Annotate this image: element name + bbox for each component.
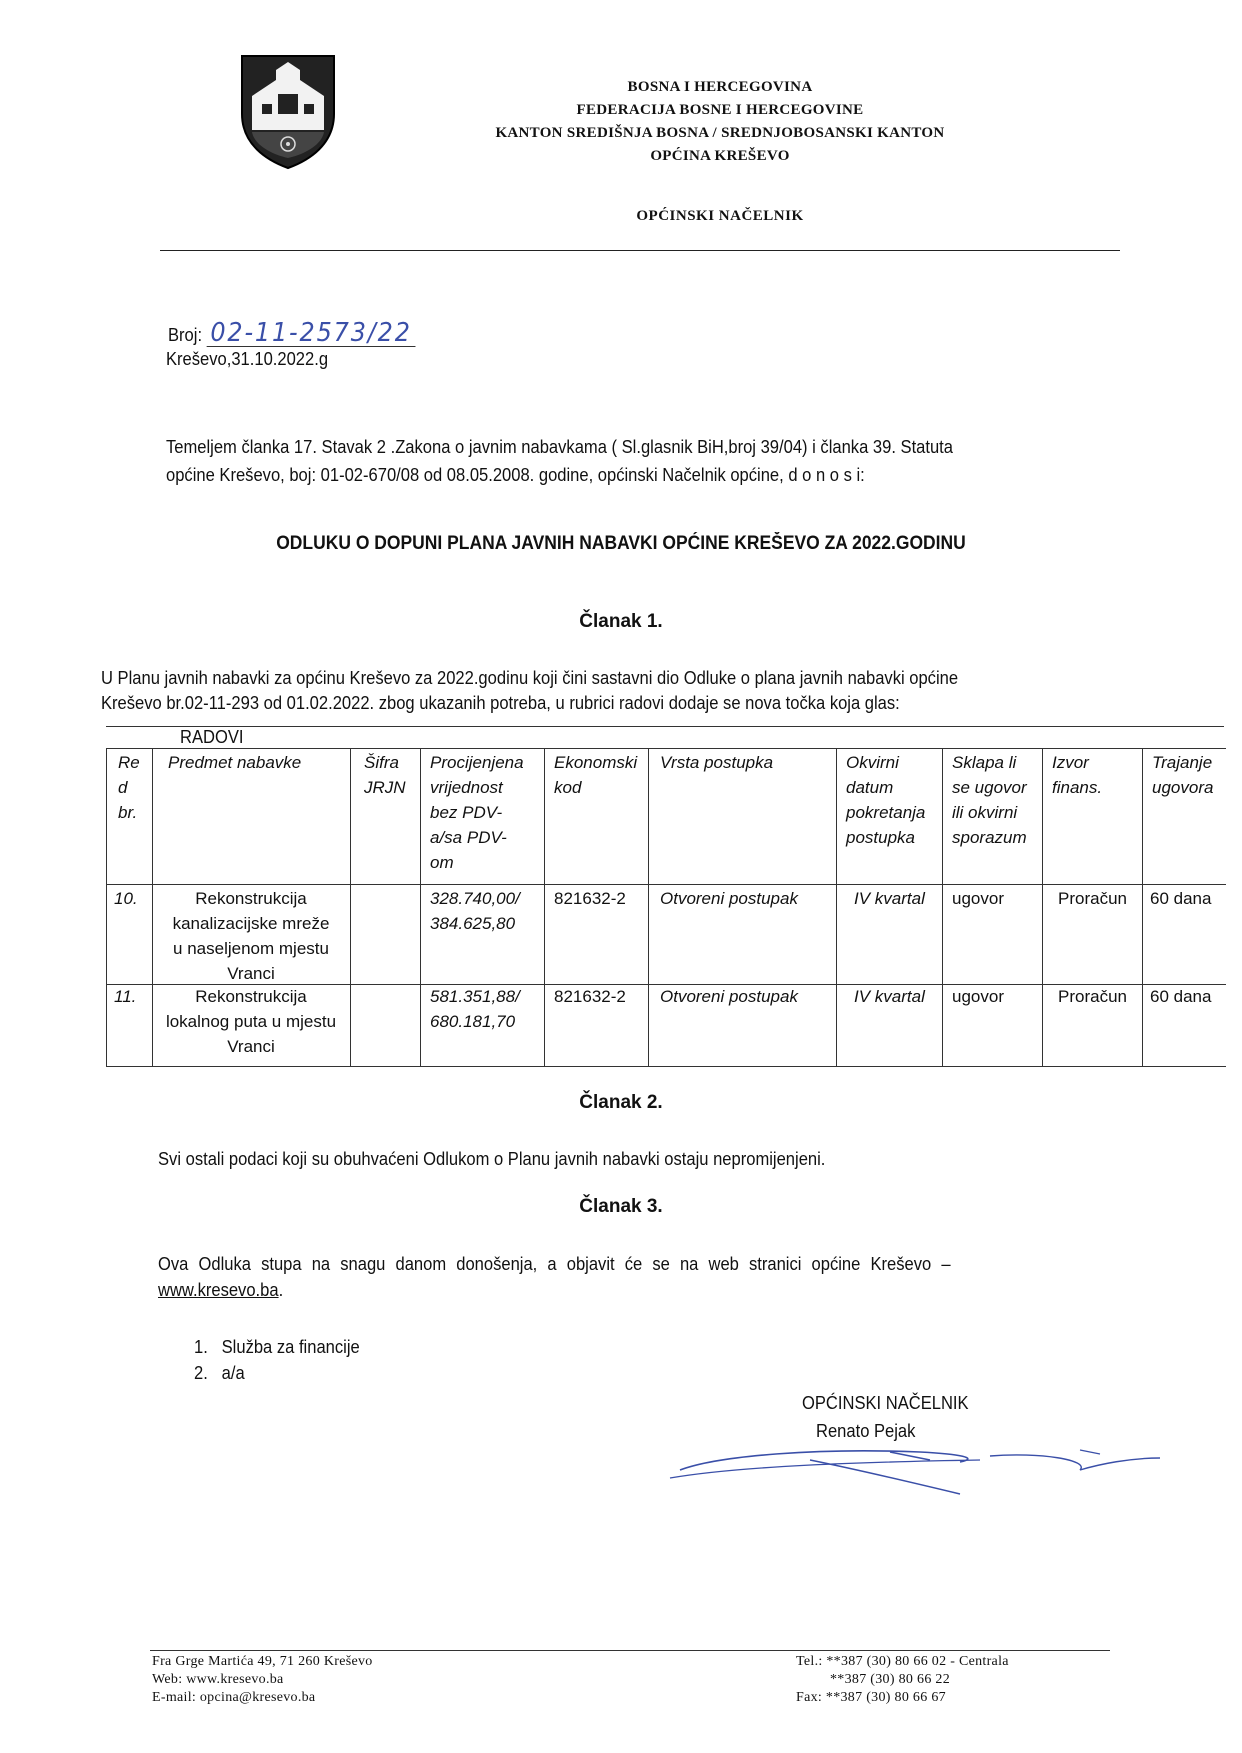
article-3-period: . — [278, 1280, 284, 1300]
reference-number — [168, 320, 415, 347]
row-11-sklapa: ugovor — [952, 987, 1004, 1006]
signature-name: Renato Pejak — [816, 1421, 916, 1441]
header-municipality: OPĆINA KREŠEVO — [650, 148, 790, 164]
footer-email: E-mail: opcina@kresevo.ba — [152, 1690, 316, 1705]
article-1-line-2: Kreševo br.02-11-293 od 01.02.2022. zbog ukazanih potreba, u rubrici radovi dodaje se nova točka koja glas: — [101, 693, 900, 713]
footer-web: Web: www.kresevo.ba — [152, 1672, 284, 1687]
procurement-table — [106, 726, 1236, 1068]
distribution-item-2: 2. a/a — [194, 1363, 245, 1383]
header-federation: FEDERACIJA BOSNE I HERCEGOVINE — [576, 102, 864, 118]
header-office: OPĆINSKI NAČELNIK — [636, 208, 804, 224]
col-header-sifra: Šifra JRJN — [364, 753, 406, 797]
row-11-ekonomski: 821632-2 — [554, 987, 626, 1006]
col-header-rb: Re d br. — [118, 753, 140, 822]
col-header-izvor: Izvor finans. — [1052, 753, 1103, 797]
row-11-procjena: 581.351,88/ 680.181,70 — [430, 987, 520, 1031]
row-10-vrsta: Otvoreni postupak — [660, 889, 798, 908]
col-header-trajanje: Trajanje ugovora — [1152, 753, 1214, 797]
preamble-line-1: Temeljem članka 17. Stavak 2 .Zakona o javnim nabavkama ( Sl.glasnik BiH,broj 39/04) i članka 39. Statuta — [166, 437, 954, 457]
footer-tel-2: **387 (30) 80 66 22 — [830, 1672, 951, 1687]
row-10-okvirni: IV kvartal — [854, 889, 925, 908]
article-2-text: Svi ostali podaci koji su obuhvaćeni Odlukom o Planu javnih nabavki ostaju nepromijenjeni. — [158, 1149, 826, 1169]
row-11-vrsta: Otvoreni postupak — [660, 987, 798, 1006]
header-country: BOSNA I HERCEGOVINA — [627, 79, 813, 95]
article-1-line-1: U Planu javnih nabavki za općinu Kreševo za 2022.godinu koji čini sastavni dio Odluke o plana javnih nabavki općine — [101, 668, 959, 688]
row-11-okvirni: IV kvartal — [854, 987, 925, 1006]
article-2-heading: Članak 2. — [579, 1092, 663, 1113]
distribution-item-1: 1. Služba za financije — [194, 1337, 360, 1357]
row-10-rb: 10. — [114, 889, 138, 908]
row-10-ekonomski: 821632-2 — [554, 889, 626, 908]
article-3-line-2 — [158, 1279, 283, 1301]
article-3-line-1: Ova Odluka stupa na snagu danom donošenja, a objavit će se na web stranici općine Kreševo – — [158, 1254, 951, 1274]
website-link[interactable]: www.kresevo.ba — [158, 1280, 279, 1300]
row-11-izvor: Proračun — [1058, 987, 1127, 1006]
row-10-procjena: 328.740,00/ 384.625,80 — [430, 889, 520, 933]
article-1-heading: Članak 1. — [579, 611, 663, 632]
signature-title: OPĆINSKI NAČELNIK — [802, 1393, 969, 1413]
row-11-trajanje: 60 dana — [1150, 987, 1212, 1006]
footer-fax: Fax: **387 (30) 80 66 67 — [796, 1690, 946, 1705]
municipality-crest-logo — [238, 52, 338, 170]
row-10-izvor: Proračun — [1058, 889, 1127, 908]
letterhead — [420, 76, 1020, 168]
table-section-radovi: RADOVI — [180, 727, 244, 747]
broj-label: Broj: — [168, 325, 203, 345]
col-header-predmet: Predmet nabavke — [168, 753, 302, 772]
footer-contacts-left — [152, 1653, 373, 1707]
footer-address: Fra Grge Martića 49, 71 260 Kreševo — [152, 1654, 373, 1669]
row-11-predmet: Rekonstrukcija lokalnog puta u mjestu Vranci — [165, 987, 337, 1056]
article-3-heading: Članak 3. — [579, 1196, 663, 1217]
footer-contacts-right — [796, 1653, 1009, 1707]
table-header-rule — [106, 748, 1226, 749]
col-header-sklapa: Sklapa li se ugovor ili okvirni sporazum — [952, 753, 1027, 847]
row-11-rb: 11. — [114, 987, 137, 1006]
place-date: Kreševo,31.10.2022.g — [166, 349, 329, 369]
header-divider — [160, 250, 1120, 251]
col-header-ekonomski: Ekonomski kod — [554, 753, 638, 797]
col-header-okvirni: Okvirni datum pokretanja postupka — [846, 753, 926, 847]
col-header-vrsta: Vrsta postupka — [660, 753, 774, 772]
footer-tel-1: Tel.: **387 (30) 80 66 02 - Centrala — [796, 1654, 1009, 1669]
broj-value-handwritten: 02-11-2573/22 — [207, 320, 416, 347]
row-10-predmet: Rekonstrukcija kanalizacijske mreže u naseljenom mjestu Vranci — [172, 889, 330, 983]
row-10-trajanje: 60 dana — [1150, 889, 1212, 908]
header-canton: KANTON SREDIŠNJA BOSNA / SREDNJOBOSANSKI KANTON — [495, 125, 945, 141]
footer-divider — [150, 1650, 1110, 1651]
col-header-procjena: Procijenjena vrijednost bez PDV- a/sa PDV- om — [430, 753, 524, 872]
preamble-line-2: općine Kreševo, boj: 01-02-670/08 od 08.05.2008. godine, općinski Načelnik općine, d o n o s i: — [166, 465, 865, 485]
decision-title: ODLUKU O DOPUNI PLANA JAVNIH NABAVKI OPĆINE KREŠEVO ZA 2022.GODINU — [276, 533, 966, 554]
handwritten-signature — [660, 1430, 1180, 1500]
row-10-sklapa: ugovor — [952, 889, 1004, 908]
table-top-rule — [106, 726, 1224, 727]
